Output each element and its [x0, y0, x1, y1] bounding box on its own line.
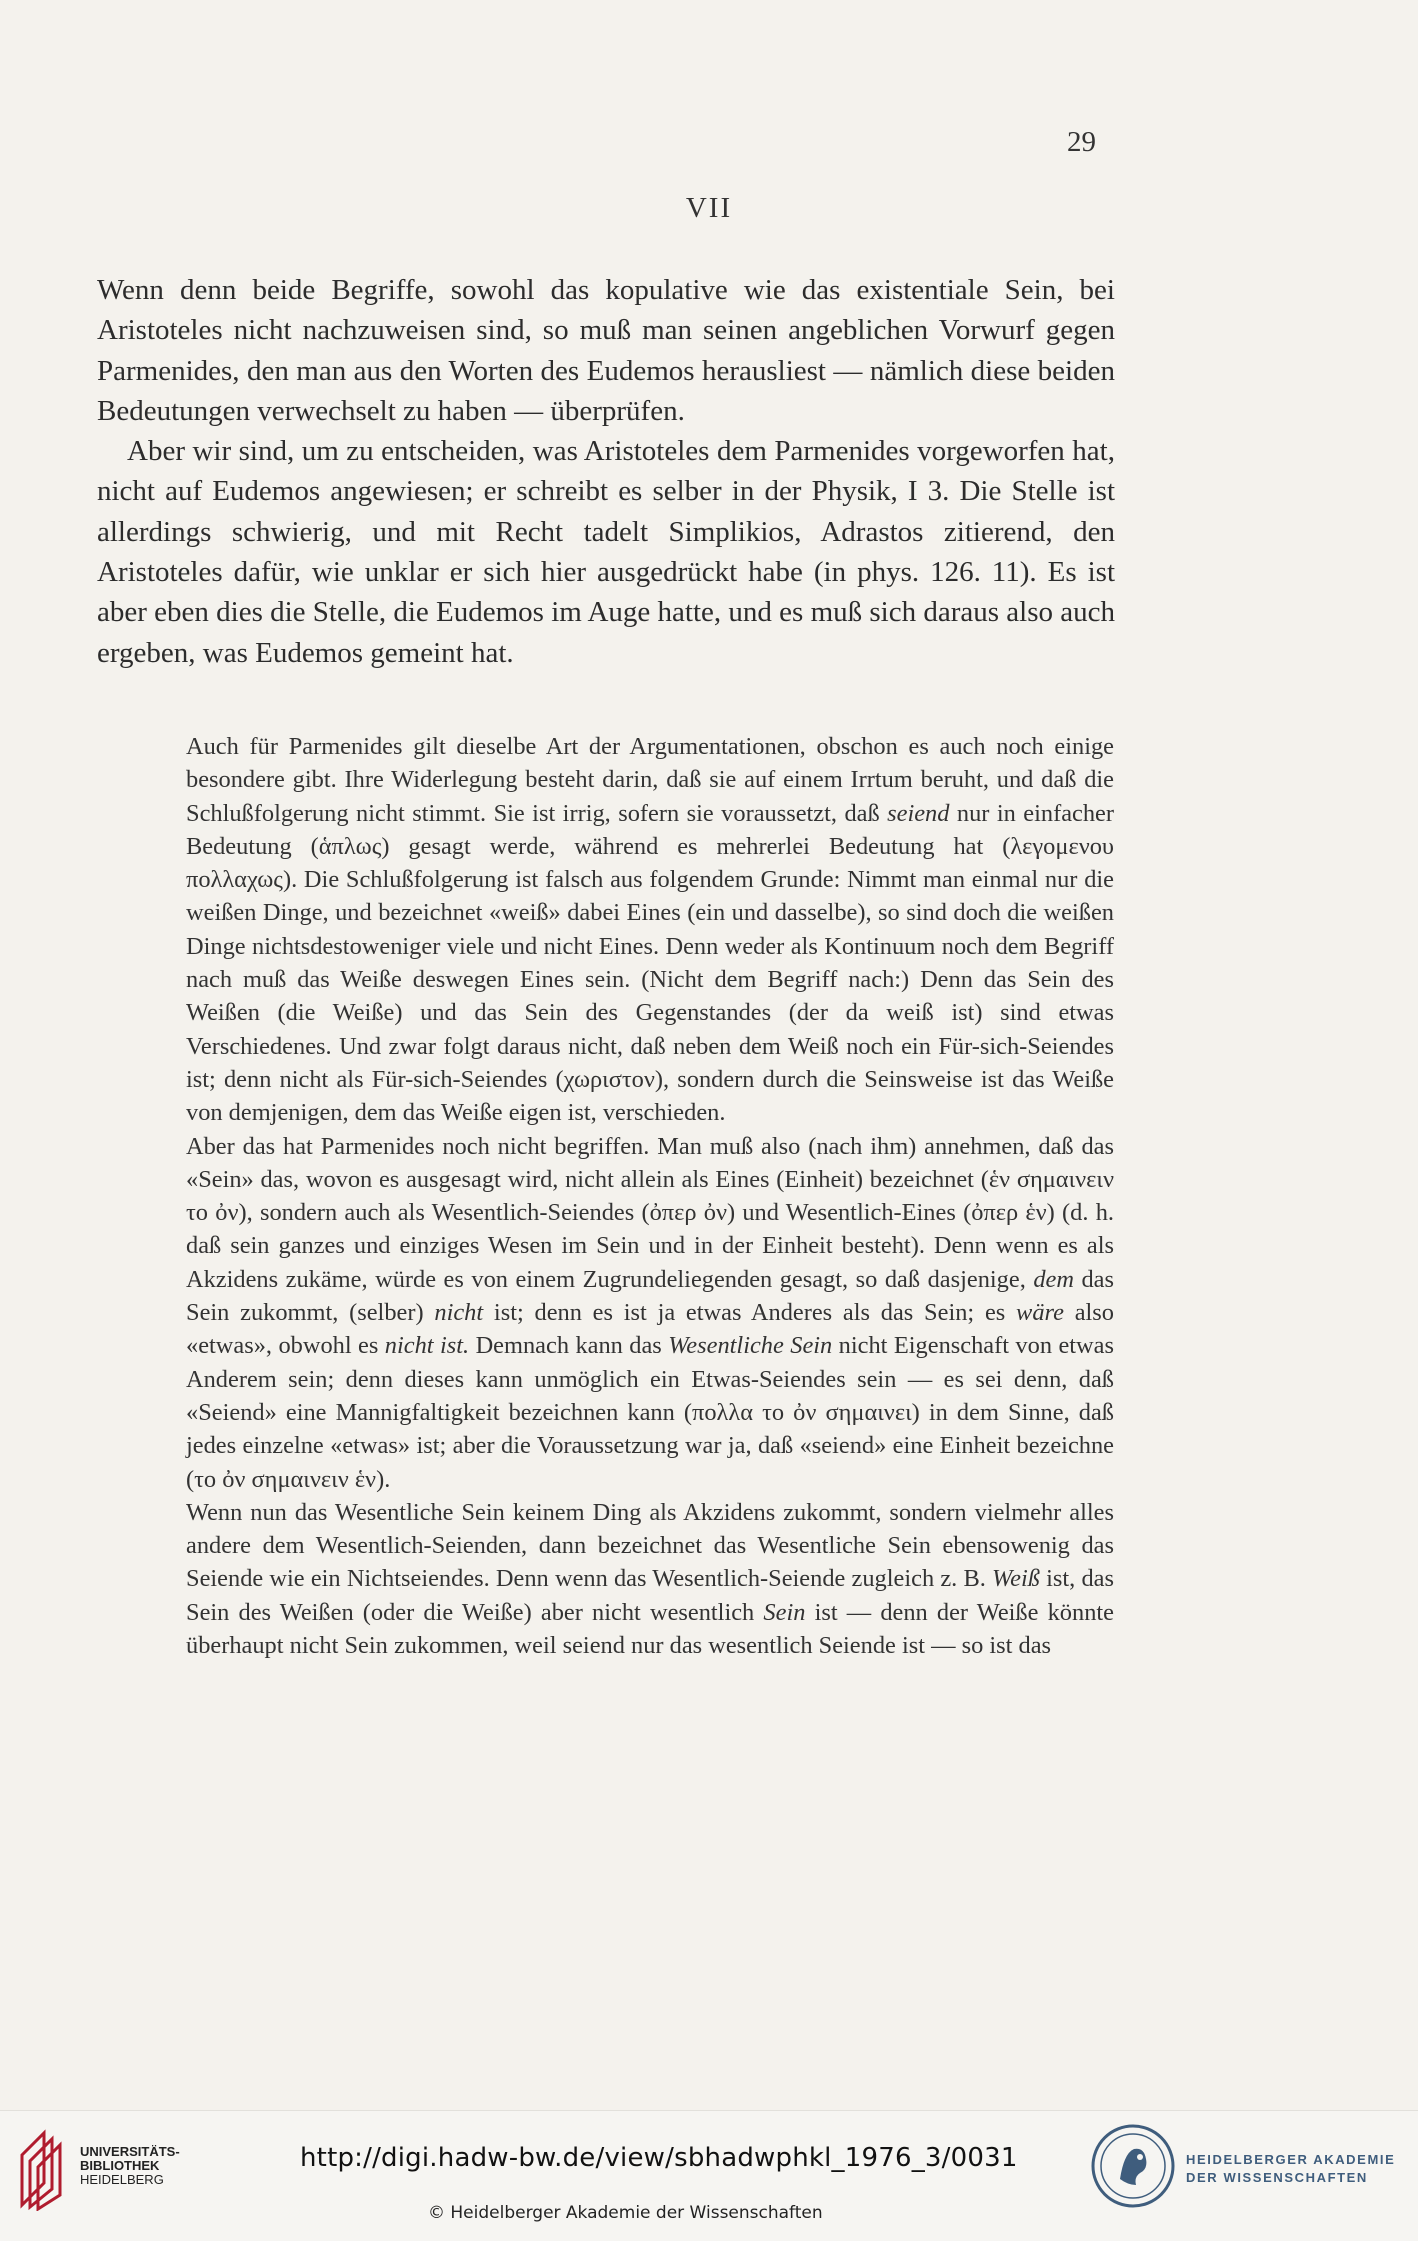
quote-emphasis: Wesentliche Sein — [668, 1332, 833, 1360]
quotation-block — [186, 730, 1114, 1662]
chapter-heading: VII — [685, 192, 733, 224]
ub-name-line: UNIVERSITÄTS- — [80, 2144, 180, 2159]
academy-name-line: HEIDELBERGER AKADEMIE — [1186, 2152, 1396, 2167]
permalink-url[interactable]: http://digi.hadw-bw.de/view/sbhadwphkl_1976_3/0031 — [300, 2143, 1018, 2173]
quote-text: Wenn nun das Wesentliche Sein keinem Ding als Akzidens zukommt, sondern vielmehr alles andere dem Wesentlich-Seienden, dann bezeichnet das Wesentliche Sein ebensowenig das Seiende wie ein Nichtseiendes. Denn wenn das Wesentlich-Seiende zugleich z. B. — [186, 1498, 1114, 1593]
quote-emphasis: wäre — [1016, 1299, 1064, 1327]
quote-text: ist; denn es ist ja etwas Anderes als das Sein; es — [483, 1299, 1017, 1327]
quote-text: nicht Eigenschaft von etwas Anderem sein; denn dieses kann unmöglich ein Etwas-Seiendes sein — es sei denn, daß «Seiend» eine Mannigfaltigkeit bezeichnen kann (πολλα το ὀν σημαινει) in dem Sinne, daß jedes einzelne «etwas» ist; aber die Voraussetzung war ja, daß «seiend» eine Einheit bezeichne (το ὀν σημαινειν ἑν). — [186, 1332, 1114, 1493]
quote-emphasis: dem — [1033, 1265, 1074, 1293]
quote-emphasis: Weiß — [992, 1565, 1040, 1593]
academy-seal-icon[interactable] — [1090, 2123, 1176, 2209]
main-paragraph: Wenn denn beide Begriffe, sowohl das kopulative wie das existentiale Sein, bei Aristoteles nicht nachzuweisen sind, so muß man seinen angeblichen Vorwurf gegen Parmenides, den man aus den Worten des Eudemos herausliest — nämlich diese beiden Bedeutungen verwechselt zu haben — überprüfen. — [97, 274, 1115, 427]
quote-text: also «etwas», obwohl es — [186, 1299, 1114, 1360]
quote-text: Aber das hat Parmenides noch nicht begriffen. Man muß also (nach ihm) annehmen, daß das «Sein» das, wovon es ausgesagt wird, nicht allein als Eines (Einheit) bezeichnet (ἑν σημαινειν το ὀν), sondern auch als Wesentlich-Seiendes (ὀπερ ὀν) und Wesentlich-Eines (ὀπερ ἑν) (d. h. daß sein ganzes und einziges Wesen im Sein und in der Einheit besteht). Denn wenn es als Akzidens zukäme, würde es von einem Zugrundeliegenden gesagt, so daß dasjenige, — [186, 1132, 1114, 1293]
quote-emphasis: nicht — [434, 1299, 484, 1327]
university-library-logo-icon[interactable] — [14, 2125, 70, 2211]
quote-text: ist, das Sein des Weißen (oder die Weiße) aber nicht wesentlich — [186, 1565, 1114, 1626]
viewer-footer — [0, 2110, 1418, 2241]
university-library-name — [80, 2145, 180, 2187]
quote-emphasis: seiend — [887, 799, 950, 827]
quote-emphasis: Sein — [763, 1598, 806, 1626]
ub-name-line: BIBLIOTHEK — [80, 2158, 160, 2173]
quote-paragraph — [186, 730, 1114, 1130]
main-paragraph: Aber wir sind, um zu entscheiden, was Aristoteles dem Parmenides vorgeworfen hat, nicht auf Eudemos angewiesen; er schreibt es selber in der Physik, I 3. Die Stelle ist allerdings schwierig, und mit Recht tadelt Simplikios, Adrastos zitierend, den Aristoteles dafür, wie unklar er sich hier ausgedrückt habe (in phys. 126. 11). Es ist aber eben dies die Stelle, die Eudemos im Auge hatte, und es muß sich daraus also auch ergeben, was Eudemos gemeint hat. — [97, 435, 1115, 669]
quote-text: Demnach kann das — [469, 1332, 669, 1360]
page-number: 29 — [1067, 126, 1096, 158]
quote-text: nur in einfacher Bedeutung (ἁπλως) gesagt werde, während es mehrerlei Bedeutung hat (λεγομενου πολλαχως). Die Schlußfolgerung ist falsch aus folgendem Grunde: Nimmt man einmal nur die weißen Dinge, und bezeichnet «weiß» dabei Eines (ein und dasselbe), so sind doch die weißen Dinge nichtsdestoweniger viele und nicht Eines. Denn weder als Kontinuum noch dem Begriff nach muß das Weiße deswegen Eines sein. (Nicht dem Begriff nach:) Denn das Sein des Weißen (die Weiße) und das Sein des Gegenstandes (der da weiß ist) sind etwas Verschiedenes. Und zwar folgt daraus nicht, daß neben dem Weiß noch ein Für-sich-Seiendes ist; denn nicht als Für-sich-Seiendes (χωριστον), sondern durch die Seinsweise ist das Weiße von demjenigen, dem das Weiße eigen ist, verschieden. — [186, 799, 1114, 1127]
quote-text: das Sein zukommt, (selber) — [186, 1265, 1114, 1327]
academy-name-line: DER WISSENSCHAFTEN — [1186, 2170, 1368, 2185]
academy-name — [1186, 2151, 1395, 2187]
quote-text: ist — denn der Weiße könnte überhaupt nicht Sein zukommen, weil seiend nur das wesentlich Seiende ist — so ist das — [186, 1598, 1114, 1660]
quote-paragraph — [186, 1496, 1114, 1662]
copyright-notice: © Heidelberger Akademie der Wissenschaften — [428, 2203, 823, 2223]
ub-name-line: HEIDELBERG — [80, 2172, 164, 2187]
quote-paragraph — [186, 1130, 1114, 1496]
main-text — [97, 270, 1115, 673]
quote-emphasis: nicht ist. — [384, 1332, 470, 1360]
quote-text: Auch für Parmenides gilt dieselbe Art der Argumentationen, obschon es auch noch einige besondere gibt. Ihre Widerlegung besteht darin, daß sie auf einem Irrtum beruht, und daß die Schlußfolgerung nicht stimmt. Sie ist irrig, sofern sie voraussetzt, daß — [186, 733, 1114, 827]
